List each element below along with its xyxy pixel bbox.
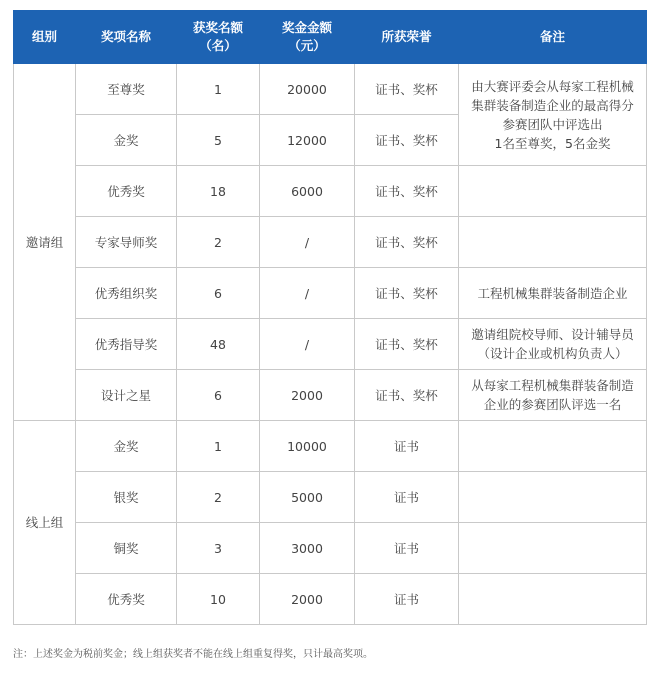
- note-cell-empty: [459, 523, 647, 574]
- award-count-cell: 3: [177, 523, 260, 574]
- table-row: [14, 472, 647, 523]
- footnote: 注：上述奖金为税前奖金；线上组获奖者不能在线上组重复得奖，只计最高奖项。: [13, 649, 373, 660]
- award-name-cell: 优秀指导奖: [76, 319, 177, 370]
- note-cell-empty: [459, 217, 647, 268]
- award-honor-cell: 证书、奖杯: [355, 370, 459, 421]
- award-name-cell: 至尊奖: [76, 64, 177, 115]
- award-amount-cell: /: [260, 217, 355, 268]
- note-cell-design-star: 从每家工程机械集群装备制造 企业的参赛团队评选一名: [459, 370, 647, 421]
- note-cell-empty: [459, 421, 647, 472]
- award-name-cell: 金奖: [76, 421, 177, 472]
- award-amount-cell: 10000: [260, 421, 355, 472]
- award-honor-cell: 证书、奖杯: [355, 319, 459, 370]
- award-amount-cell: 2000: [260, 574, 355, 625]
- award-honor-cell: 证书: [355, 523, 459, 574]
- award-name-cell: 银奖: [76, 472, 177, 523]
- note-cell-empty: [459, 166, 647, 217]
- note-cell-empty: [459, 574, 647, 625]
- note-cell-organization: 工程机械集群装备制造企业: [459, 268, 647, 319]
- award-count-cell: 2: [177, 217, 260, 268]
- award-count-cell: 6: [177, 370, 260, 421]
- table-row: [14, 217, 647, 268]
- award-name-cell: 设计之星: [76, 370, 177, 421]
- award-honor-cell: 证书: [355, 574, 459, 625]
- award-honor-cell: 证书、奖杯: [355, 217, 459, 268]
- award-count-cell: 1: [177, 421, 260, 472]
- table-header-row: [14, 11, 647, 64]
- award-count-cell: 5: [177, 115, 260, 166]
- award-name-cell: 优秀奖: [76, 574, 177, 625]
- award-amount-cell: /: [260, 319, 355, 370]
- award-honor-cell: 证书、奖杯: [355, 166, 459, 217]
- award-amount-cell: 20000: [260, 64, 355, 115]
- table-row: [14, 64, 647, 115]
- header-honor: 所获荣誉: [355, 11, 459, 64]
- note-cell-top-awards: 由大赛评委会从每家工程机械 集群装备制造企业的最高得分 参赛团队中评选出 1名至尊奖，5名金奖: [459, 64, 647, 166]
- award-honor-cell: 证书、奖杯: [355, 64, 459, 115]
- award-name-cell: 优秀组织奖: [76, 268, 177, 319]
- award-name-cell: 专家导师奖: [76, 217, 177, 268]
- table-row: [14, 574, 647, 625]
- group-cell-online: 线上组: [14, 421, 76, 625]
- table-row: [14, 370, 647, 421]
- table-row: [14, 523, 647, 574]
- award-amount-cell: 12000: [260, 115, 355, 166]
- award-name-cell: 金奖: [76, 115, 177, 166]
- award-amount-cell: 2000: [260, 370, 355, 421]
- header-count: 获奖名额 （名）: [177, 11, 260, 64]
- award-count-cell: 18: [177, 166, 260, 217]
- award-name-cell: 优秀奖: [76, 166, 177, 217]
- table-row: [14, 319, 647, 370]
- note-cell-empty: [459, 472, 647, 523]
- award-honor-cell: 证书: [355, 472, 459, 523]
- award-count-cell: 10: [177, 574, 260, 625]
- award-honor-cell: 证书: [355, 421, 459, 472]
- group-cell-invite: 邀请组: [14, 64, 76, 421]
- award-honor-cell: 证书、奖杯: [355, 268, 459, 319]
- award-amount-cell: /: [260, 268, 355, 319]
- award-amount-cell: 6000: [260, 166, 355, 217]
- award-count-cell: 1: [177, 64, 260, 115]
- header-group: 组别: [14, 11, 76, 64]
- award-count-cell: 6: [177, 268, 260, 319]
- award-name-cell: 铜奖: [76, 523, 177, 574]
- table-row: [14, 268, 647, 319]
- table-row: [14, 166, 647, 217]
- header-note: 备注: [459, 11, 647, 64]
- header-amount: 奖金金额 （元）: [260, 11, 355, 64]
- note-cell-guidance: 邀请组院校导师、设计辅导员 （设计企业或机构负责人）: [459, 319, 647, 370]
- award-amount-cell: 5000: [260, 472, 355, 523]
- award-amount-cell: 3000: [260, 523, 355, 574]
- award-count-cell: 48: [177, 319, 260, 370]
- award-honor-cell: 证书、奖杯: [355, 115, 459, 166]
- awards-table: [13, 10, 647, 625]
- header-award-name: 奖项名称: [76, 11, 177, 64]
- award-count-cell: 2: [177, 472, 260, 523]
- table-row: [14, 421, 647, 472]
